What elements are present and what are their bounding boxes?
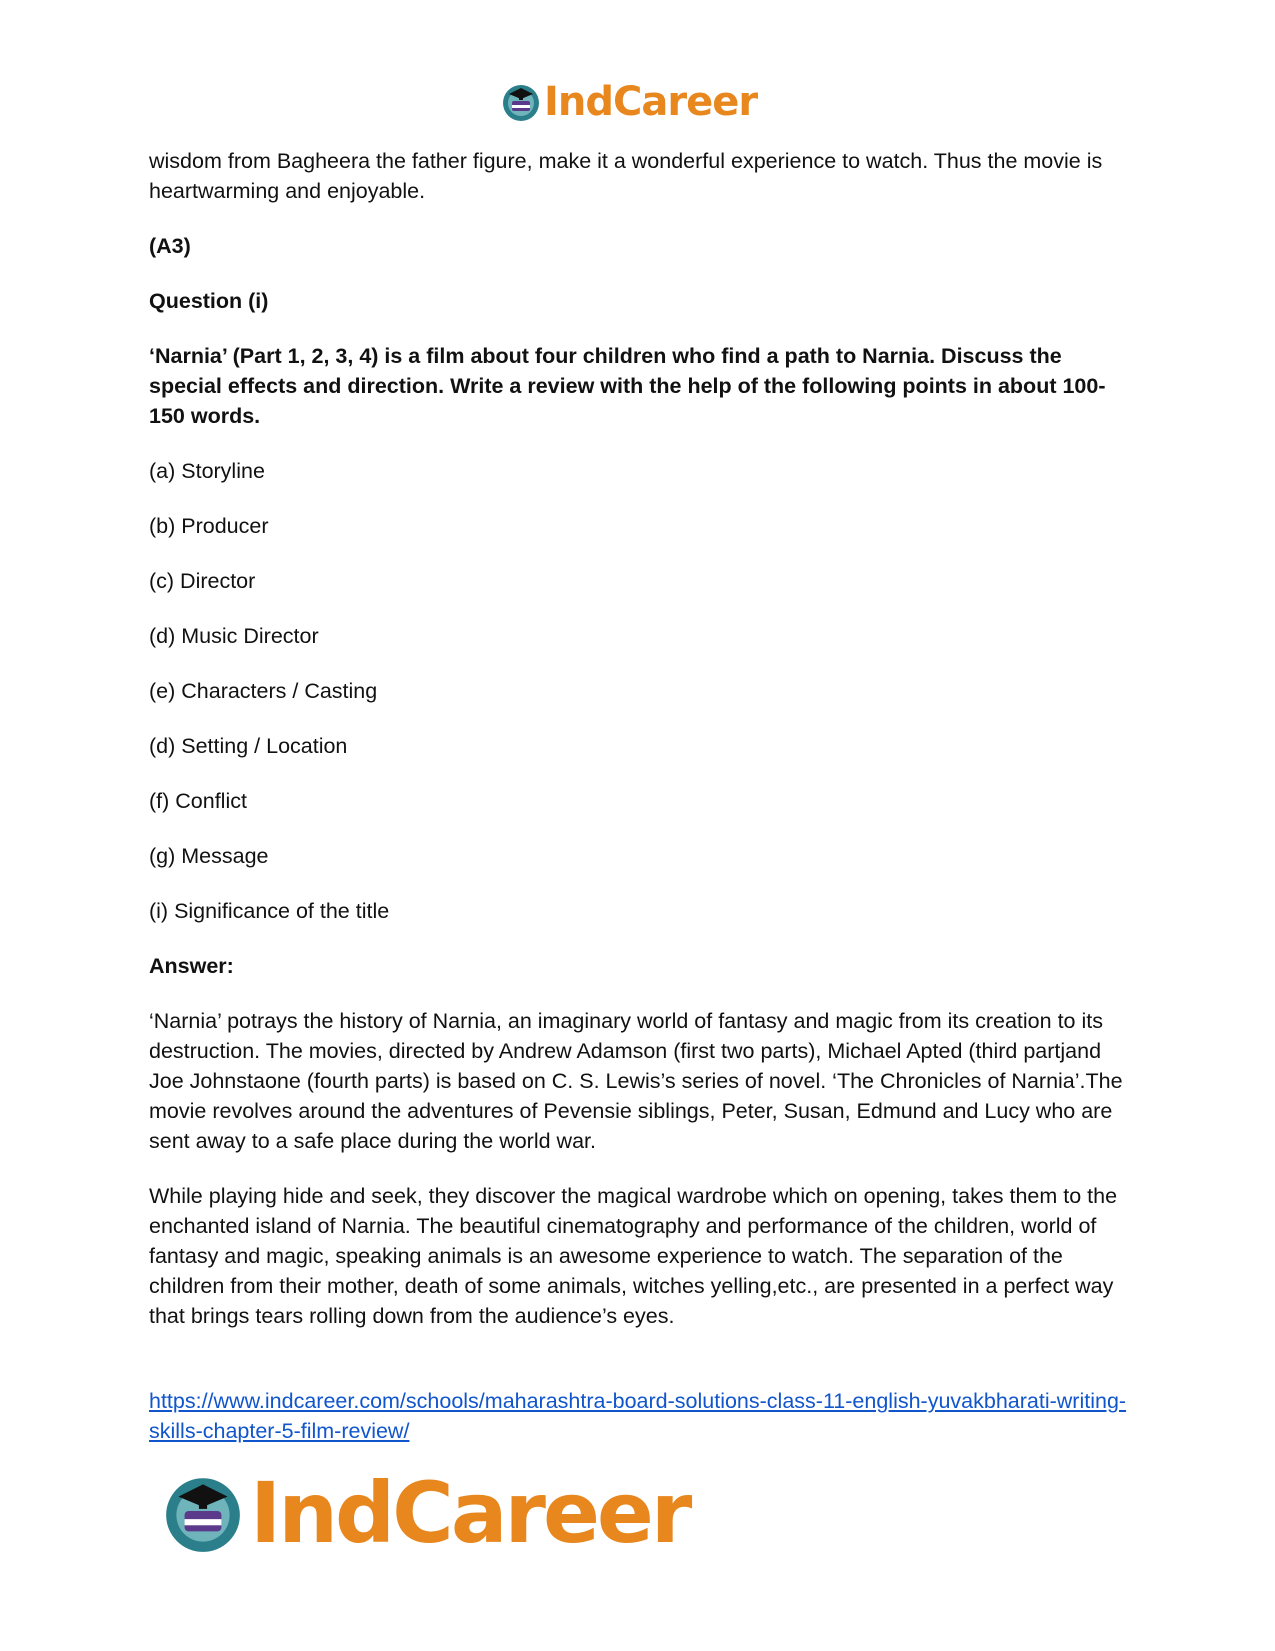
point-conflict: (f) Conflict (149, 789, 247, 813)
answer-paragraph-1: ‘Narnia’ potrays the history of Narnia, an imaginary world of fantasy and magic from its creation to its destruction. The movies, directed by Andrew Adamson (first two parts), Michael Apted (third partjand Joe Johnstaone (fourth parts) is based on C. S. Lewis’s series of novel. ‘The Chronicles of Narnia’.The movie revolves around the adventures of Pevensie siblings, Peter, Susan, Edmund and Lucy who are sent away to a safe place during the world war. (149, 1009, 1123, 1153)
point-setting-location: (d) Setting / Location (149, 734, 348, 758)
answer-paragraph-2: While playing hide and seek, they discover the magical wardrobe which on opening, takes them to the enchanted island of Narnia. The beautiful cinematography and performance of the children, world of fantasy and magic, speaking animals is an awesome experience to watch. The separation of the children from their mother, death of some animals, witches yelling,etc., are presented in a perfect way that brings tears rolling down from the audience’s eyes. (149, 1184, 1118, 1328)
point-music-director: (d) Music Director (149, 624, 319, 648)
footer-logo (160, 1464, 690, 1562)
document-body (149, 146, 1134, 1446)
answer-label: Answer: (149, 954, 234, 978)
footer-logo-globe-icon (160, 1470, 246, 1556)
point-message: (g) Message (149, 844, 269, 868)
footer-logo-text: IndCareer (250, 1464, 690, 1562)
point-storyline: (a) Storyline (149, 459, 265, 483)
point-characters-casting: (e) Characters / Casting (149, 679, 378, 703)
header-logo (500, 78, 757, 126)
point-title-significance: (i) Significance of the title (149, 899, 390, 923)
point-producer: (b) Producer (149, 514, 269, 538)
logo-globe-icon (500, 81, 542, 123)
point-director: (c) Director (149, 569, 256, 593)
source-link[interactable]: https://www.indcareer.com/schools/maharashtra-board-solutions-class-11-english-yuvakbharati-writing-skills-chapter-5-film-review/ (149, 1389, 1127, 1443)
question-label: Question (i) (149, 289, 269, 313)
header-logo-text: IndCareer (544, 79, 758, 125)
intro-paragraph: wisdom from Bagheera the father figure, make it a wonderful experience to watch. Thus the movie is heartwarming and enjoyable. (149, 149, 1103, 203)
question-text: ‘Narnia’ (Part 1, 2, 3, 4) is a film about four children who find a path to Narnia. Discuss the special effects and direction. Write a review with the help of the following points in about 100-150 words. (149, 344, 1106, 428)
section-label: (A3) (149, 234, 191, 258)
